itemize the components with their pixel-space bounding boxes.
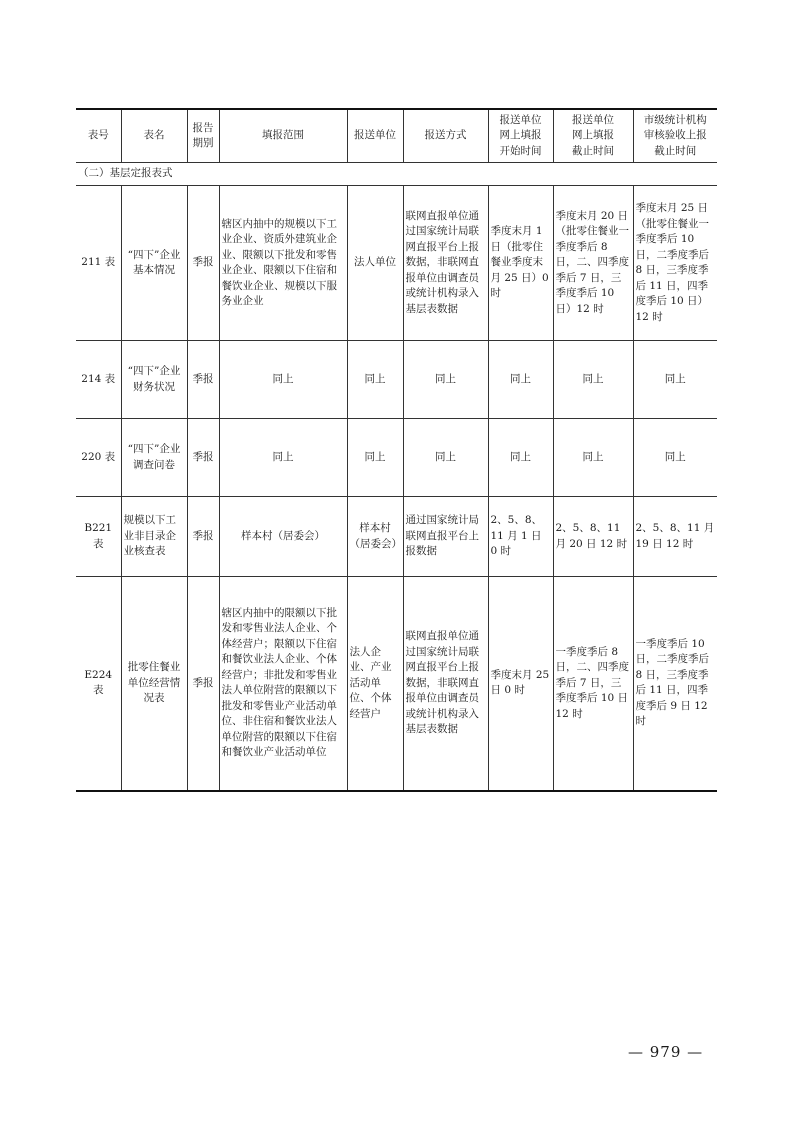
cell-deadline: 同上 [553, 341, 633, 419]
header-name: 表名 [121, 109, 187, 163]
cell-code: 211 表 [76, 186, 121, 341]
cell-code: 220 表 [76, 419, 121, 497]
cell-period: 季报 [187, 497, 219, 577]
table-row [76, 577, 717, 791]
cell-method: 通过国家统计局联网直报平台上报数据 [403, 497, 488, 577]
cell-period: 季报 [187, 419, 219, 497]
cell-unit: 同上 [347, 419, 403, 497]
cell-unit: 样本村（居委会） [347, 497, 403, 577]
cell-method: 同上 [403, 341, 488, 419]
header-method: 报送方式 [403, 109, 488, 163]
cell-period: 季报 [187, 341, 219, 419]
cell-start: 同上 [488, 419, 553, 497]
cell-scope: 样本村（居委会） [219, 497, 347, 577]
page-number: — 979 — [628, 1043, 704, 1061]
cell-name: 规模以下工业非目录企业核查表 [121, 497, 187, 577]
header-review: 市级统计机构 审核验收上报 截止时间 [633, 109, 717, 163]
cell-start: 同上 [488, 341, 553, 419]
cell-review: 同上 [633, 419, 717, 497]
table-row [76, 186, 717, 341]
cell-period: 季报 [187, 577, 219, 791]
cell-scope: 辖区内抽中的规模以下工业企业、资质外建筑业企业、限额以下批发和零售业企业、限额以下住宿和餐饮业企业、规模以下服务业企业 [219, 186, 347, 341]
cell-method: 同上 [403, 419, 488, 497]
cell-name: “四下”企业基本情况 [121, 186, 187, 341]
header-unit: 报送单位 [347, 109, 403, 163]
cell-method: 联网直报单位通过国家统计局联网直报平台上报数据，非联网直报单位由调查员或统计机构录入基层表数据 [403, 186, 488, 341]
cell-deadline: 一季度季后 8 日，二、四季度季后 7 日，三季度季后 10 日 12 时 [553, 577, 633, 791]
cell-review: 同上 [633, 341, 717, 419]
cell-deadline: 季度末月 20 日（批零住餐业一季度季后 8 日，二、四季度季后 7 日，三季度季后 10 日）12 时 [553, 186, 633, 341]
cell-scope: 同上 [219, 419, 347, 497]
cell-period: 季报 [187, 186, 219, 341]
table-row [76, 419, 717, 497]
cell-code: 214 表 [76, 341, 121, 419]
header-scope: 填报范围 [219, 109, 347, 163]
cell-scope: 同上 [219, 341, 347, 419]
cell-review: 2、5、8、11 月 19 日 12 时 [633, 497, 717, 577]
cell-unit: 法人企业、产业活动单位、个体经营户 [347, 577, 403, 791]
cell-code: B221 表 [76, 497, 121, 577]
cell-review: 一季度季后 10 日，二季度季后 8 日，三季度季后 11 日，四季度季后 9 日 12 时 [633, 577, 717, 791]
cell-name: “四下”企业财务状况 [121, 341, 187, 419]
cell-unit: 法人单位 [347, 186, 403, 341]
cell-deadline: 2、5、8、11 月 20 日 12 时 [553, 497, 633, 577]
table-header-row [76, 109, 717, 163]
section-title: （二）基层定报表式 [76, 163, 717, 186]
cell-start: 季度末月 1 日（批零住餐业季度末月 25 日）0 时 [488, 186, 553, 341]
cell-method: 联网直报单位通过国家统计局联网直报平台上报数据，非联网直报单位由调查员或统计机构录入基层表数据 [403, 577, 488, 791]
cell-name: “四下”企业调查问卷 [121, 419, 187, 497]
cell-start: 2、5、8、11 月 1 日 0 时 [488, 497, 553, 577]
cell-deadline: 同上 [553, 419, 633, 497]
header-period: 报告 期别 [187, 109, 219, 163]
cell-scope: 辖区内抽中的限额以下批发和零售业法人企业、个体经营户；限额以下住宿和餐饮业法人企业、个体经营户；非批发和零售业法人单位附营的限额以下批发和零售业产业活动单位、非住宿和餐饮业法人单位附营的限额以下住宿和餐饮业产业活动单位 [219, 577, 347, 791]
header-start: 报送单位 网上填报 开始时间 [488, 109, 553, 163]
cell-name: 批零住餐业单位经营情况表 [121, 577, 187, 791]
table-row [76, 341, 717, 419]
cell-review: 季度末月 25 日（批零住餐业一季度季后 10 日，二季度季后 8 日，三季度季后 11 日，四季度季后 10 日）12 时 [633, 186, 717, 341]
cell-unit: 同上 [347, 341, 403, 419]
header-deadline: 报送单位 网上填报 截止时间 [553, 109, 633, 163]
section-row [76, 163, 717, 186]
report-form-table [76, 108, 717, 792]
table-row [76, 497, 717, 577]
header-code: 表号 [76, 109, 121, 163]
cell-code: E224 表 [76, 577, 121, 791]
cell-start: 季度末月 25 日 0 时 [488, 577, 553, 791]
